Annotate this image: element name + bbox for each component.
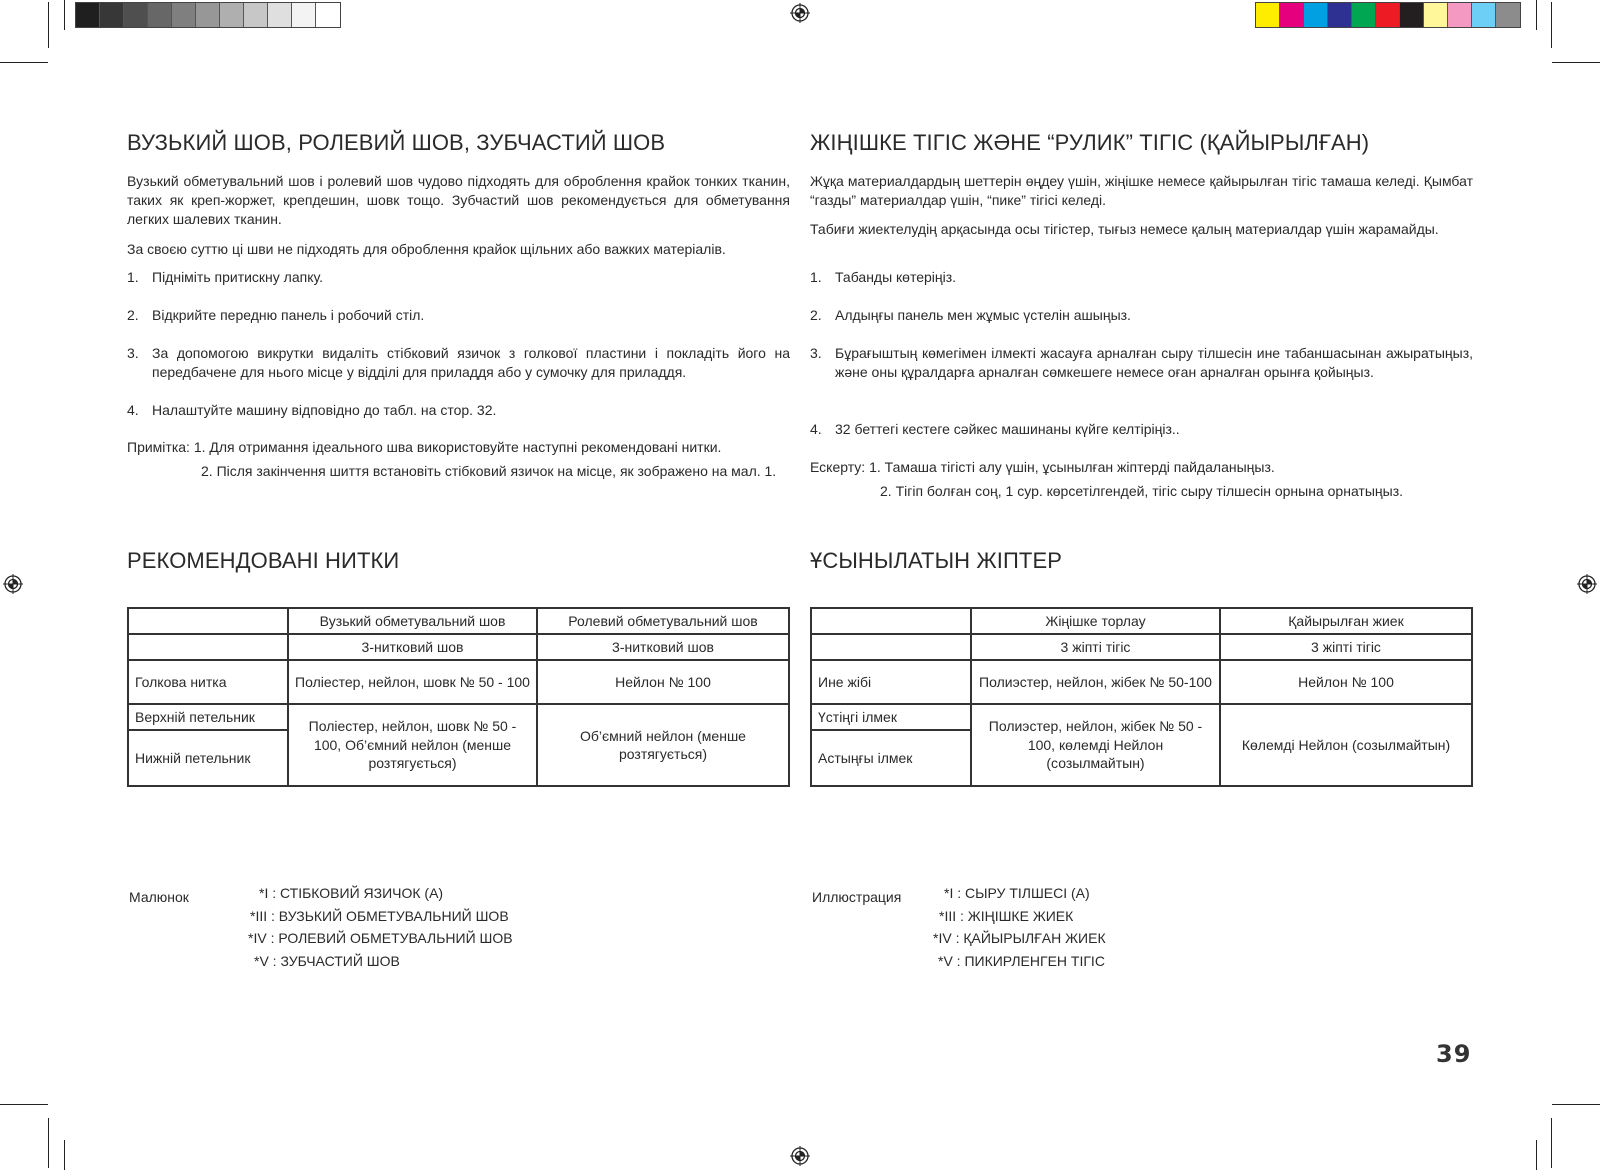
table-cell: Полиэстер, нейлон, жібек № 50-100 [971, 660, 1220, 704]
step-number: 1. [810, 269, 822, 285]
crop-mark [0, 1104, 48, 1105]
step-number: 3. [127, 345, 139, 361]
color-swatch [196, 3, 220, 27]
step-item [810, 268, 1473, 287]
crop-mark [1551, 2, 1552, 48]
table-cell [811, 634, 971, 660]
legend-item: *V : ЗУБЧАСТИЙ ШОВ [254, 952, 400, 969]
table-header-cell: Қайырылған жиек [1220, 608, 1472, 634]
note-line-1: Примітка: 1. Для отримання ідеального шва використовуйте наступні рекомендовані нитки. [127, 439, 722, 455]
table-cell: 3-нитковий шов [537, 634, 789, 660]
note-line-2: 2. Тігіп болған соң, 1 сур. көрсетілгендей, тігіс сыру тілшесін орнына орнатыңыз. [880, 483, 1403, 499]
step-number: 3. [810, 345, 822, 361]
color-swatch [292, 3, 316, 27]
step-item [810, 344, 1473, 382]
intro-paragraph: Жұқа материалдардың шеттерін өңдеу үшін, жіңішке немесе қайырылған тігіс тамаша келеді. Қымбат “газды” материалдар үшін, “пике” тігісі келеді. [810, 173, 1473, 208]
table-row [811, 660, 1472, 704]
crop-mark [64, 1140, 65, 1170]
color-swatch [1448, 3, 1472, 27]
table-row [128, 660, 789, 704]
step-number: 4. [127, 402, 139, 418]
registration-mark-icon [3, 574, 23, 594]
crop-mark [48, 2, 49, 48]
table-row [811, 608, 1472, 634]
table-cell: Поліестер, нейлон, шовк № 50 - 100 [288, 660, 537, 704]
note-line-2 [201, 462, 790, 481]
left-column-ukrainian [127, 128, 790, 969]
right-column-kazakh [810, 128, 1473, 969]
color-swatch [76, 3, 100, 27]
table-cell [128, 634, 288, 660]
table-row-label: Үстіңгі ілмек [811, 704, 971, 730]
color-swatch [1472, 3, 1496, 27]
intro-paragraph-2: За своєю суттю ці шви не підходять для оброблення крайок щільних або важких матеріалів. [127, 241, 726, 257]
crop-mark [64, 0, 65, 30]
step-item [127, 344, 790, 382]
table-cell: 3 жіпті тігіс [971, 634, 1220, 660]
note-line-1: Ескерту: 1. Тамаша тігісті алу үшін, ұсынылған жіптерді пайдаланыңыз. [810, 459, 1275, 475]
table-cell: 3-нитковий шов [288, 634, 537, 660]
table-row [811, 634, 1472, 660]
step-number: 2. [810, 307, 822, 323]
step-text: 32 беттегі кестеге сәйкес машинаны күйге келтіріңіз.. [835, 421, 1180, 437]
table-row-label: Астыңғы ілмек [811, 730, 971, 786]
section-title: ВУЗЬКИЙ ШОВ, РОЛЕВИЙ ШОВ, ЗУБЧАСТИЙ ШОВ [127, 130, 666, 155]
step-text: За допомогою викрутки видаліть стібковий язичок з голкової пластини і покладіть його на передбачене для нього місце у відділі для приладдя або у сумочку для приладдя. [152, 345, 790, 380]
legend-item: *V : ПИКИРЛЕНГЕН ТІГІС [938, 952, 1105, 969]
color-swatch [1400, 3, 1424, 27]
legend-item: *III : ВУЗЬКИЙ ОБМЕТУВАЛЬНИЙ ШОВ [250, 907, 509, 924]
step-text: Підніміть притискну лапку. [152, 269, 323, 285]
process-color-bar [1255, 2, 1521, 28]
crop-mark [1552, 1104, 1600, 1105]
step-number: 4. [810, 421, 822, 437]
crop-mark [0, 62, 48, 63]
color-swatch [268, 3, 292, 27]
legend-item: *I : СЫРУ ТІЛШЕСІ (A) [944, 885, 1090, 901]
crop-mark [1552, 62, 1600, 63]
step-item [127, 306, 790, 325]
legend-item: *III : ЖІҢІШКЕ ЖИЕК [939, 907, 1074, 924]
color-swatch [1376, 3, 1400, 27]
table-row-label: Голкова нитка [128, 660, 288, 704]
page-number: 39 [1436, 1040, 1472, 1068]
note-text: 2. Після закінчення шиття встановіть стібковий язичок на місце, як зображено на мал. 1. [201, 463, 777, 479]
step-item [127, 268, 790, 287]
table-row [128, 704, 789, 730]
table-header-cell: Жіңішке торлау [971, 608, 1220, 634]
step-text: Відкрийте передню панель і робочий стіл. [152, 307, 425, 323]
intro-paragraph: Вузький обметувальний шов і ролевий шов чудово підходять для оброблення крайок тонких тканин, таких як креп-жоржет, крепдешин, шовк тощо. Зубчастий шов рекомендується для обметування легких шалевих тканин. [127, 173, 790, 227]
step-number: 1. [127, 269, 139, 285]
table-cell: Нейлон № 100 [537, 660, 789, 704]
color-swatch [1256, 3, 1280, 27]
table-cell: Нейлон № 100 [1220, 660, 1472, 704]
table-row [811, 704, 1472, 730]
section-title: ЖІҢІШКЕ ТІГІС ЖӘНЕ “РУЛИК” ТІГІС (ҚАЙЫРЫЛҒАН) [810, 130, 1370, 155]
legend-list [933, 882, 1233, 972]
legend-item: *IV : РОЛЕВИЙ ОБМЕТУВАЛЬНИЙ ШОВ [248, 930, 513, 946]
step-text: Налаштуйте машину відповідно до табл. на стор. 32. [152, 402, 497, 418]
color-swatch [1424, 3, 1448, 27]
table-row-label: Ине жібі [811, 660, 971, 704]
threads-table [810, 607, 1473, 787]
legend-item: *I : СТІБКОВИЙ ЯЗИЧОК (A) [259, 885, 444, 901]
table-header-cell: Вузький обметувальний шов [288, 608, 537, 634]
table-cell [811, 608, 971, 634]
table-cell: Об’ємний нейлон (менше розтягується) [537, 704, 789, 786]
legend-list [250, 882, 550, 972]
gray-scale-bar [75, 2, 341, 28]
step-number: 2. [127, 307, 139, 323]
step-item [810, 420, 1473, 439]
table-cell: Полиэстер, нейлон, жібек № 50 - 100, көлемді Нейлон (созылмайтын) [971, 704, 1220, 786]
threads-title: РЕКОМЕНДОВАНІ НИТКИ [127, 548, 400, 573]
step-text: Бұрағыштың көмегімен ілмекті жасауға арналған сыру тілшесін ине табаншасынан ажыратыңыз, және оны құралдарға арналған сөмкешеге немесе оған арналған орынға қойыңыз. [835, 345, 1473, 380]
color-swatch [172, 3, 196, 27]
step-item [127, 401, 790, 420]
legend-item: *IV : ҚАЙЫРЫЛҒАН ЖИЕК [933, 930, 1106, 946]
color-swatch [100, 3, 124, 27]
crop-mark [1536, 1140, 1537, 1170]
legend-label: Малюнок [129, 889, 189, 905]
threads-title: ҰСЫНЫЛАТЫН ЖІПТЕР [810, 548, 1062, 573]
crop-mark [1551, 1118, 1552, 1168]
color-swatch [1328, 3, 1352, 27]
color-swatch [1496, 3, 1520, 27]
color-swatch [316, 3, 340, 27]
registration-mark-icon [1577, 574, 1597, 594]
table-cell [128, 608, 288, 634]
step-text: Табанды көтеріңіз. [835, 269, 957, 285]
table-cell: Поліестер, нейлон, шовк № 50 - 100, Об’ємний нейлон (менше розтягується) [288, 704, 537, 786]
threads-table [127, 607, 790, 787]
legend-label: Иллюстрация [812, 889, 902, 905]
table-row [128, 608, 789, 634]
table-row [128, 634, 789, 660]
crop-mark [48, 1118, 49, 1168]
table-cell: Көлемді Нейлон (созылмайтын) [1220, 704, 1472, 786]
color-swatch [220, 3, 244, 27]
color-swatch [1352, 3, 1376, 27]
crop-mark [1536, 0, 1537, 30]
table-cell: 3 жіпті тігіс [1220, 634, 1472, 660]
table-header-cell: Ролевий обметувальний шов [537, 608, 789, 634]
step-text: Алдыңғы панель мен жұмыс үстелін ашыңыз. [835, 307, 1131, 323]
table-row-label: Верхній петельник [128, 704, 288, 730]
intro-paragraph-2: Табиғи жиектелудің арқасында осы тігістер, тығыз немесе қалың материалдар үшін жарамайды. [810, 221, 1439, 237]
table-row-label: Нижній петельник [128, 730, 288, 786]
color-swatch [1304, 3, 1328, 27]
registration-mark-icon [790, 1146, 810, 1166]
color-swatch [1280, 3, 1304, 27]
color-swatch [148, 3, 172, 27]
step-item [810, 306, 1473, 325]
registration-mark-icon [790, 3, 810, 23]
color-swatch [124, 3, 148, 27]
color-swatch [244, 3, 268, 27]
